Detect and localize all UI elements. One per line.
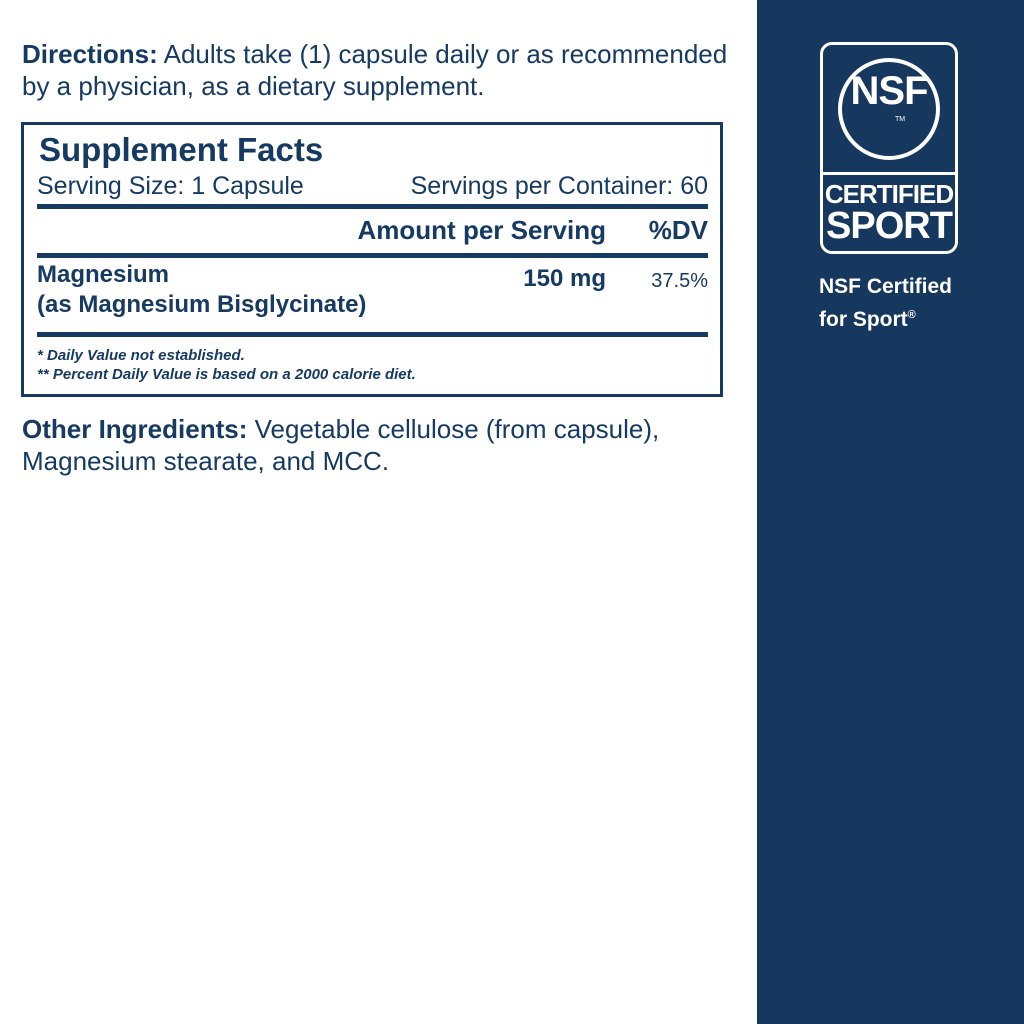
footnote-daily-value: * Daily Value not established. xyxy=(37,347,245,364)
badge-certified-text: CERTIFIED xyxy=(824,179,954,209)
nutrient-name-line2: (as Magnesium Bisglycinate) xyxy=(37,291,367,318)
badge-divider xyxy=(823,172,955,175)
other-ingredients-text: Vegetable cellulose (from capsule), Magnesium stearate, and MCC. xyxy=(22,414,660,476)
nsf-certified-sport-logo xyxy=(820,42,958,254)
daily-value-header: %DV xyxy=(648,215,708,245)
directions-paragraph xyxy=(22,38,742,102)
nutrient-name-line1: Magnesium xyxy=(37,261,170,288)
nsf-certification-caption xyxy=(819,272,952,334)
nsf-logo-text: NSF xyxy=(850,69,928,113)
caption-line1: NSF Certified xyxy=(819,275,953,298)
nutrient-name xyxy=(37,260,366,320)
trademark-mark: TM xyxy=(895,116,906,123)
other-ingredients-paragraph xyxy=(22,413,742,477)
badge-sport-text: SPORT xyxy=(826,205,952,247)
servings-per-container: Servings per Container: 60 xyxy=(410,172,708,200)
amount-per-serving-header: Amount per Serving xyxy=(357,215,606,245)
facts-rule-top xyxy=(37,204,708,209)
facts-rule-header xyxy=(37,253,708,258)
other-ingredients-label: Other Ingredients: xyxy=(22,414,248,444)
footnote-percent-daily-value: ** Percent Daily Value is based on a 2000 calorie diet. xyxy=(37,366,416,383)
nutrient-amount: 150 mg xyxy=(523,265,606,292)
caption-line2-text: for Sport xyxy=(819,308,908,331)
directions-label: Directions: xyxy=(22,39,158,69)
supplement-facts-panel xyxy=(21,122,723,397)
directions-text: Adults take (1) capsule daily or as recommended by a physician, as a dietary supplement. xyxy=(22,39,728,101)
caption-line2 xyxy=(819,301,952,334)
nutrient-daily-value: 37.5% xyxy=(651,270,708,292)
registered-mark: ® xyxy=(907,309,916,321)
facts-rule-bottom xyxy=(37,332,708,337)
serving-size: Serving Size: 1 Capsule xyxy=(37,172,304,200)
supplement-facts-title: Supplement Facts xyxy=(39,131,324,168)
